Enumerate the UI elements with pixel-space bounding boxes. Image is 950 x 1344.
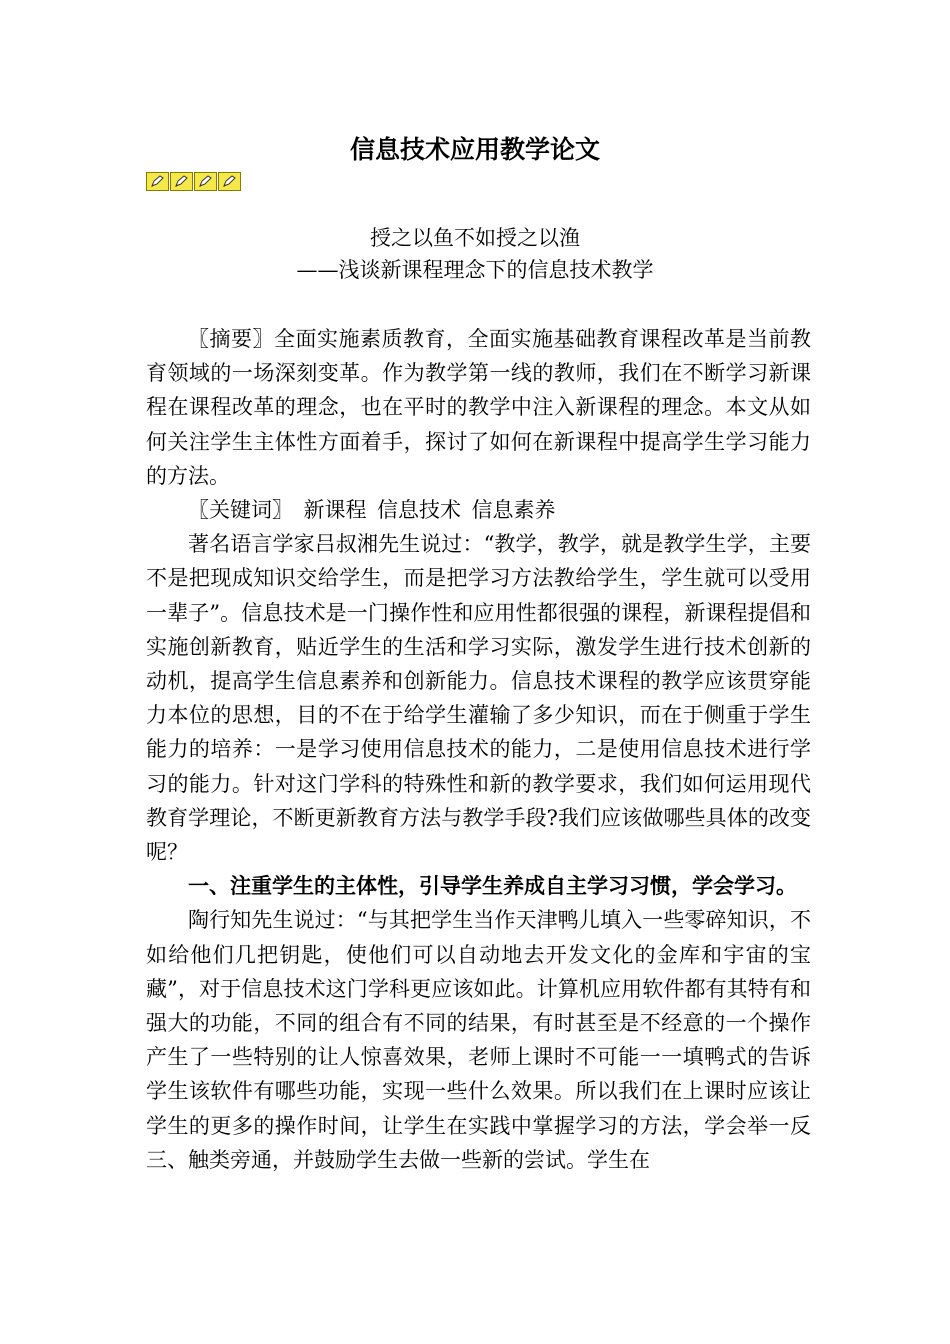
pencil-icon	[170, 172, 193, 191]
keywords-label: 〖关键词〗	[188, 498, 293, 523]
subtitle-sub: ——浅谈新课程理念下的信息技术教学	[296, 258, 654, 282]
keyword-item: 信息素养	[471, 498, 556, 523]
body-paragraph: 著名语言学家吕叔湘先生说过：“教学，教学，就是教学生学，主要不是把现成知识交给学生，而是把学习方法教给学生，学生就可以受用一辈子”。信息技术是一门操作性和应用性都很强的课程，新课程提倡和实施创新教育，贴近学生的生活和学习实际，激发学生进行技术创新的动机，提高学生信息素养和创新能力。信息技术课程的教学应该贯穿能力本位的思想，目的不在于给学生灌输了多少知识，而在于侧重于学生能力的培养：一是学习使用信息技术的能力，二是使用信息技术进行学习的能力。针对这门学科的特殊性和新的教学要求，我们如何运用现代教育学理论，不断更新教育方法与教学手段?我们应该做哪些具体的改变呢？	[146, 532, 811, 865]
pencil-icon	[194, 172, 217, 191]
body-text	[146, 322, 811, 1177]
ornament-row	[146, 172, 242, 191]
subtitle-main: 授之以鱼不如授之以渔	[370, 226, 580, 250]
document-title: 信息技术应用教学论文	[349, 135, 600, 164]
keyword-item: 新课程	[303, 498, 367, 523]
keywords-paragraph	[146, 493, 811, 527]
section-heading: 一、注重学生的主体性，引导学生养成自主学习习惯，学会学习。	[188, 874, 797, 899]
pencil-icon	[146, 172, 169, 191]
keyword-item: 信息技术	[377, 498, 461, 523]
pencil-icon	[218, 172, 241, 191]
body-paragraph: 陶行知先生说过：“与其把学生当作天津鸭儿填入一些零碎知识，不如给他们几把钥匙，使他们可以自动地去开发文化的金库和宇宙的宝藏”，对于信息技术这门学科更应该如此。计算机应用软件都有其特有和强大的功能，不同的组合有不同的结果，有时甚至是不经意的一个操作产生了一些特别的让人惊喜效果，老师上课时不可能一一填鸭式的告诉学生该软件有哪些功能，实现一些什么效果。所以我们在上课时应该让学生的更多的操作时间，让学生在实践中掌握学习的方法，学会举一反三、触类旁通，并鼓励学生去做一些新的尝试。学生在	[146, 908, 811, 1172]
abstract-paragraph: 〖摘要〗全面实施素质教育，全面实施基础教育课程改革是当前教育领域的一场深刻变革。作为教学第一线的教师，我们在不断学习新课程在课程改革的理念，也在平时的教学中注入新课程的理念。本文从如何关注学生主体性方面着手，探讨了如何在新课程中提高学生学习能力的方法。	[146, 327, 811, 488]
